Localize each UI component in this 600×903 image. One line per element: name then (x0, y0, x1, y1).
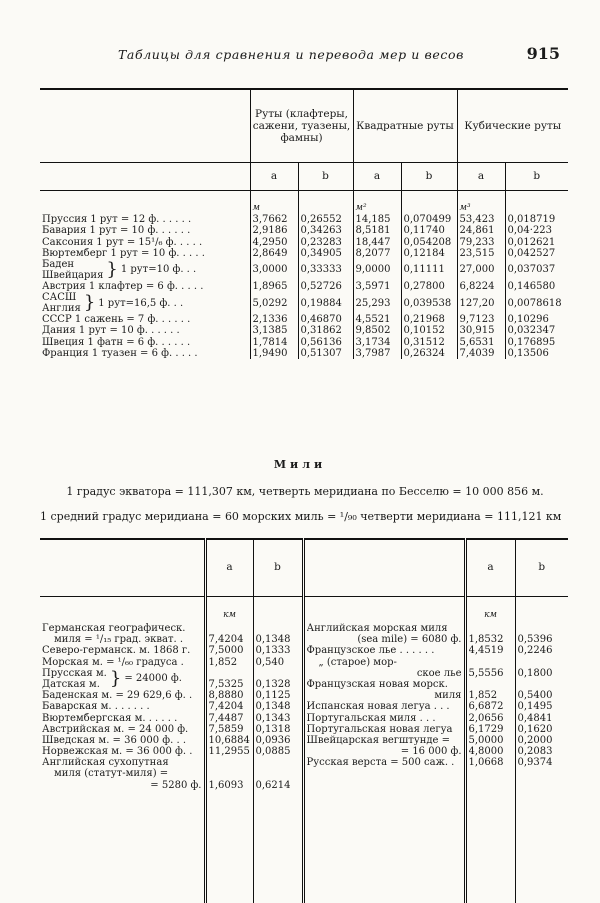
mile-value: 0,1348 (255, 634, 291, 646)
row-label-tail: 1 рут=16,5 ф. . . (98, 297, 184, 309)
table-row (40, 292, 568, 314)
mile-value: 7,4204 (208, 634, 244, 646)
cell-value: 0,11111 (401, 259, 457, 281)
cell-value: 0,146580 (505, 281, 568, 292)
mile-value: 0,6214 (255, 779, 291, 791)
mile-name: миля = ¹/₁₅ град. экват. . (54, 634, 184, 646)
mile-name-braced (42, 668, 202, 690)
equator-degree-fact: 1 градус экватора = 111,307 км, четверть меридиана по Бесселю = 10 000 856 м. (66, 485, 544, 498)
mile-value: 6,6872 (468, 701, 504, 713)
table-row (40, 337, 568, 348)
row-label-tail: 1 рут=10 ф. . . (120, 264, 197, 276)
mile-name-text: (старое) мор- (326, 656, 397, 668)
cell-value: 0,0078618 (505, 292, 568, 314)
rut-conversion-table (40, 88, 568, 359)
table-row (40, 325, 568, 336)
cell-value: 0,012621 (505, 237, 568, 248)
rut-table-body (40, 214, 568, 359)
mile-name: ское лье (416, 667, 462, 679)
cell-value: 0,054208 (401, 237, 457, 248)
mile-value: 0,9374 (517, 757, 553, 769)
cell-value: 9,0000 (353, 259, 401, 281)
mile-name: Португальская миля . . . (306, 712, 436, 724)
table-row (40, 248, 568, 259)
mile-value: 5,5556 (468, 667, 504, 679)
table-row (40, 237, 568, 248)
mile-name: = 16 000 ф. (400, 746, 462, 758)
mile-value: 1,8532 (468, 634, 504, 646)
row-label: Вюртемберг 1 рут = 10 ф. . . . . (42, 247, 205, 259)
mile-value: 0,1495 (517, 701, 553, 713)
mile-name: Французское лье . . . . . . (306, 645, 435, 657)
mile-value: 10,6884 (208, 734, 250, 746)
row-label (40, 259, 250, 281)
running-header: Таблицы для сравнения и перевода мер и весов (118, 47, 464, 62)
mile-name: Датская м. (42, 678, 100, 690)
mile-name: Прусская м. (42, 667, 107, 679)
cell-value: 1,9490 (250, 348, 298, 359)
mile-value: 0,1328 (255, 678, 291, 690)
miles-col-b-left: b (253, 539, 303, 597)
cell-value: 0,19884 (298, 292, 353, 314)
miles-col-a-left: a (205, 539, 253, 597)
group-header-ruty: Руты (клафтеры, сажени, туазены, фамны) (250, 89, 353, 163)
cell-value: 53,423 (457, 214, 505, 225)
mile-value: 7,5000 (208, 645, 244, 657)
row-label: Пруссия 1 рут = 12 ф. . . . . . (42, 214, 192, 226)
cell-value: 79,233 (457, 237, 505, 248)
miles-stub-left (40, 539, 205, 597)
cell-value: 5,0292 (250, 292, 298, 314)
cell-value: 2,9186 (250, 225, 298, 236)
mile-name: миля (434, 690, 462, 702)
cell-value: 0,04·223 (505, 225, 568, 236)
right-col-a-values (469, 623, 513, 768)
cell-value: 0,51307 (298, 348, 353, 359)
cell-value: 0,27800 (401, 281, 457, 292)
cell-value: 0,12184 (401, 248, 457, 259)
cell-value: 0,13506 (505, 348, 568, 359)
mile-value: 0,1343 (255, 712, 291, 724)
mile-name: Баденская м. = 29 629,6 ф. . (42, 690, 193, 702)
mile-value: 7,5325 (208, 678, 244, 690)
mile-value: 0,1620 (517, 723, 553, 735)
cell-value: 3,0000 (250, 259, 298, 281)
row-label: Бавария 1 рут = 10 ф. . . . . . (42, 225, 191, 237)
mile-name: Вюртембергская м. . . . . . (42, 712, 178, 724)
cell-value: 3,1385 (250, 325, 298, 336)
cell-value: 25,293 (353, 292, 401, 314)
col-a: a (457, 163, 505, 191)
cell-value: 127,20 (457, 292, 505, 314)
row-label: Саксония 1 рут = 15¹/₆ ф. . . . . (42, 236, 203, 248)
unit-km-left: км (205, 597, 253, 622)
col-b: b (505, 163, 568, 191)
mile-value: 7,4487 (208, 712, 244, 724)
col-b: b (298, 163, 353, 191)
cell-value: 2,1336 (250, 314, 298, 325)
row-label: Швеция 1 фатн = 6 ф. . . . . . (42, 336, 191, 348)
cell-value: 3,1734 (353, 337, 401, 348)
cell-value: 0,042527 (505, 248, 568, 259)
mile-value: 7,5859 (208, 723, 244, 735)
row-label-name: Баден (42, 259, 75, 271)
left-mile-names (42, 623, 202, 791)
cell-value: 0,52726 (298, 281, 353, 292)
row-label: Дания 1 рут = 10 ф. . . . . . (42, 325, 180, 337)
table-row (40, 259, 568, 281)
mile-name: Германская географическ. (42, 623, 186, 634)
cell-value: 0,11740 (401, 225, 457, 236)
cell-value: 30,915 (457, 325, 505, 336)
section-title-miles: Мили (273, 458, 327, 471)
row-label: Австрия 1 клафтер = 6 ф. . . . . (42, 281, 204, 293)
cell-value: 0,23283 (298, 237, 353, 248)
right-mile-names (307, 623, 462, 768)
mile-value: 0,1333 (255, 645, 291, 657)
cell-value: 0,039538 (401, 292, 457, 314)
cell-value: 0,26324 (401, 348, 457, 359)
cell-value: 0,037037 (505, 259, 568, 281)
cell-value: 1,8965 (250, 281, 298, 292)
table-row (40, 314, 568, 325)
mile-value: 1,852 (468, 690, 498, 702)
miles-col-a-right: a (465, 539, 515, 597)
mile-value: 4,4519 (468, 645, 504, 657)
cell-value: 3,5971 (353, 281, 401, 292)
row-label-name: Англия (42, 303, 81, 315)
mile-value: 8,8880 (208, 690, 244, 702)
mile-value: 0,1800 (517, 667, 553, 679)
mile-value: 6,1729 (468, 723, 504, 735)
mile-value: 0,5400 (517, 690, 553, 702)
cell-value: 3,7987 (353, 348, 401, 359)
group-header-cubic-ruty: Кубические руты (457, 89, 568, 163)
mile-value: 2,0656 (468, 712, 504, 724)
left-col-b-values (256, 623, 300, 791)
table-row (40, 281, 568, 292)
ditto-mark: „ (318, 656, 324, 668)
mile-name (307, 657, 462, 668)
mile-name: Швейцарская вегштунде = (306, 734, 451, 746)
cell-value: 0,032347 (505, 325, 568, 336)
cell-value: 0,10296 (505, 314, 568, 325)
mile-name-tail: = 24000 ф. (124, 673, 182, 685)
cell-value: 24,861 (457, 225, 505, 236)
cell-value: 1,7814 (250, 337, 298, 348)
mile-name: Норвежская м. = 36 000 ф. . (42, 746, 193, 758)
cell-value: 0,56136 (298, 337, 353, 348)
miles-col-b-right: b (515, 539, 568, 597)
cell-value: 9,8502 (353, 325, 401, 336)
col-a: a (250, 163, 298, 191)
mile-name: миля (статут-миля) = (54, 768, 169, 780)
mile-name: Баварская м. . . . . . . (42, 701, 150, 713)
mile-value: 1,6093 (208, 779, 244, 791)
mile-value: 0,4841 (517, 712, 553, 724)
mile-name: Английская морская миля (306, 623, 448, 634)
unit-m3: м³ (457, 203, 505, 214)
mile-value: 0,1125 (255, 690, 291, 702)
cell-value: 9,7123 (457, 314, 505, 325)
cell-value: 0,070499 (401, 214, 457, 225)
mile-name: Испанская новая легуа . . . (306, 701, 450, 713)
mile-value: 0,0885 (255, 746, 291, 758)
cell-value: 0,31862 (298, 325, 353, 336)
cell-value: 4,5521 (353, 314, 401, 325)
mile-value: 1,852 (208, 656, 238, 668)
table-row (40, 348, 568, 359)
cell-value: 6,8224 (457, 281, 505, 292)
brace-glyph: } (83, 292, 96, 314)
mile-name: Португальская новая легуа (306, 723, 453, 735)
miles-table (40, 538, 568, 903)
cell-value: 0,46870 (298, 314, 353, 325)
cell-value: 8,5181 (353, 225, 401, 236)
row-label: СССР 1 сажень = 7 ф. . . . . . (42, 314, 191, 326)
mile-name: (sea mile) = 6080 ф. (357, 634, 462, 646)
mile-value: 5,0000 (468, 734, 504, 746)
page-number: 915 (526, 44, 560, 63)
cell-value: 18,447 (353, 237, 401, 248)
cell-value: 0,34905 (298, 248, 353, 259)
mile-value: 0,2000 (517, 734, 553, 746)
cell-value: 4,2950 (250, 237, 298, 248)
mile-value: 0,2246 (517, 645, 553, 657)
cell-value: 0,21968 (401, 314, 457, 325)
cell-value: 0,33333 (298, 259, 353, 281)
unit-m2: м² (353, 203, 401, 214)
left-col-a-values (209, 623, 251, 791)
cell-value: 8,2077 (353, 248, 401, 259)
brace-glyph: } (109, 667, 122, 689)
cell-value: 7,4039 (457, 348, 505, 359)
cell-value: 0,176895 (505, 337, 568, 348)
unit-km-right: км (465, 597, 515, 622)
mile-value: 0,2083 (517, 746, 553, 758)
cell-value: 0,31512 (401, 337, 457, 348)
cell-value: 5,6531 (457, 337, 505, 348)
brace-glyph: } (106, 259, 118, 281)
mile-name: Шведская м. = 36 000 ф. . . (42, 734, 186, 746)
right-col-b-values (518, 623, 567, 768)
mile-value: 0,5396 (517, 634, 553, 646)
cell-value: 23,515 (457, 248, 505, 259)
col-b: b (401, 163, 457, 191)
mile-name: Северо-германск. м. 1868 г. (42, 645, 191, 657)
mile-name: Русская верста = 500 саж. . (306, 757, 455, 769)
cell-value: 0,10152 (401, 325, 457, 336)
cell-value: 0,018719 (505, 214, 568, 225)
mile-value: 4,8000 (468, 746, 504, 758)
row-label: Франция 1 туазен = 6 ф. . . . . (42, 347, 198, 359)
table-row (40, 225, 568, 236)
mile-name: Морская м. = ¹/₆₀ градуса . (42, 656, 184, 668)
unit-m: м (250, 203, 298, 214)
mile-value: 0,540 (255, 656, 285, 668)
miles-stub-right (303, 539, 465, 597)
meridian-degree-fact: 1 средний градус меридиана = 60 морских миль = ¹/₉₀ четверти меридиана = 111,121 км (40, 510, 562, 523)
mile-value: 0,1348 (255, 701, 291, 713)
row-label-name: Швейцария (42, 270, 104, 282)
mile-name: Английская сухопутная (42, 757, 169, 769)
row-label (40, 292, 250, 314)
cell-value: 0,26552 (298, 214, 353, 225)
mile-value: 0,1318 (255, 723, 291, 735)
stub-head (40, 89, 250, 163)
mile-value: 0,0936 (255, 734, 291, 746)
col-a: a (353, 163, 401, 191)
cell-value: 0,34263 (298, 225, 353, 236)
mile-name: = 5280 ф. (150, 779, 202, 791)
mile-value: 1,0668 (468, 757, 504, 769)
row-label-name: САСШ (42, 292, 77, 304)
cell-value: 2,8649 (250, 248, 298, 259)
cell-value: 27,000 (457, 259, 505, 281)
group-header-square-ruty: Квадратные руты (353, 89, 457, 163)
table-row (40, 214, 568, 225)
cell-value: 3,7662 (250, 214, 298, 225)
mile-value: 7,4204 (208, 701, 244, 713)
mile-name: Французская новая морск. (306, 678, 448, 690)
mile-value: 11,2955 (208, 746, 250, 758)
cell-value: 14,185 (353, 214, 401, 225)
mile-name: Австрийская м. = 24 000 ф. (42, 723, 189, 735)
